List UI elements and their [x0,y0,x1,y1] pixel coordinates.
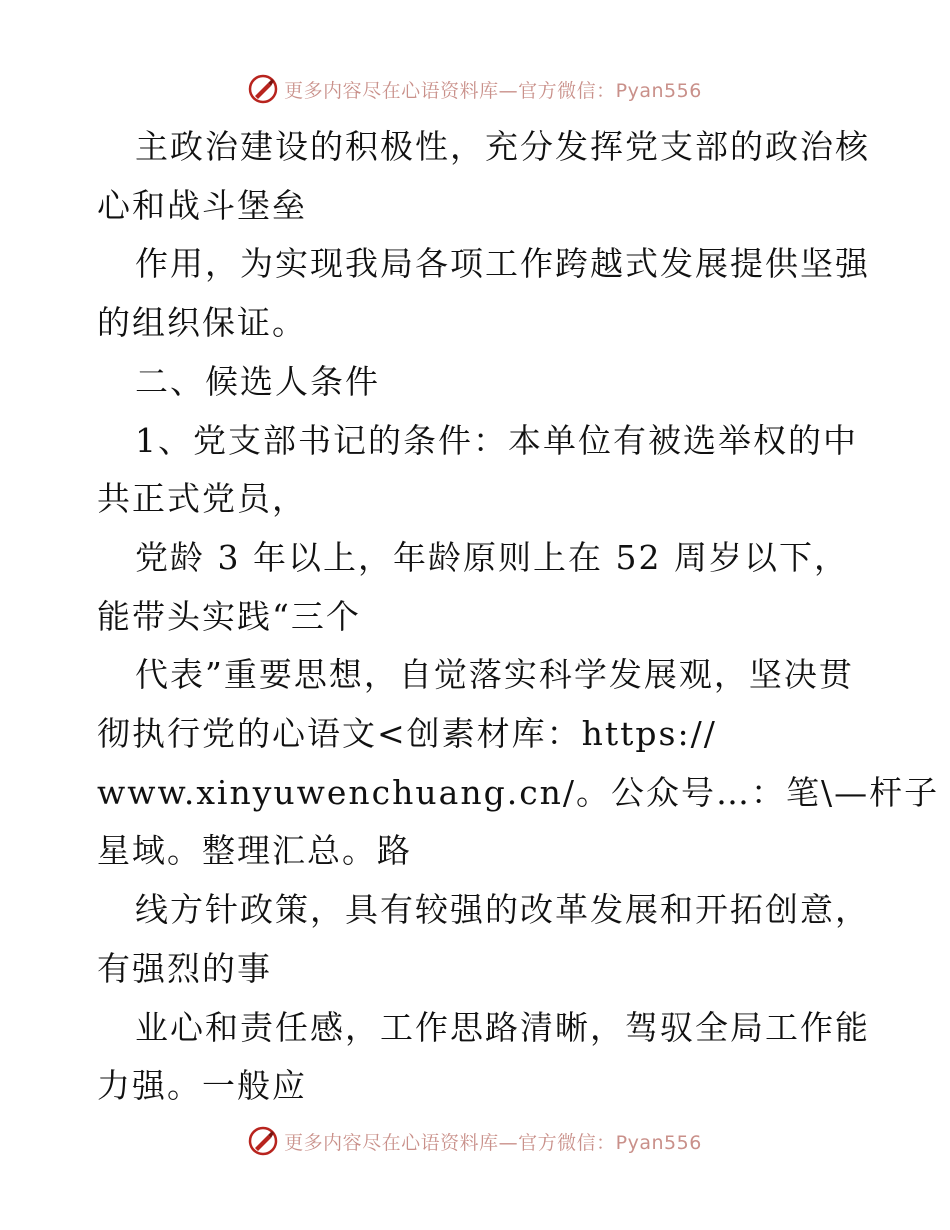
text-line: 代表”重要思想，自觉落实科学发展观，坚决贯 [135,655,854,695]
header-watermark [0,72,950,106]
paragraph [97,118,870,235]
text-line: 彻执行党的心语文<创素材库：https:// [97,714,717,754]
text-line: 力强。一般应 [97,1066,307,1106]
text-line: 星域。整理汇总。路 [97,831,412,871]
paragraph [97,646,940,881]
text-line: 共正式党员， [97,479,307,519]
text-line: 有强烈的事 [97,948,272,988]
pen-logo-icon [248,74,278,104]
text-line: 心和战斗堡垒 [97,185,307,225]
footer-watermark [0,1124,950,1158]
text-line: 作用，为实现我局各项工作跨越式发展提供坚强 [135,244,870,284]
paragraph [97,999,870,1116]
watermark-text: 更多内容尽在心语资料库—官方微信：Pyan556 [284,1131,702,1154]
document-body [97,118,940,1116]
text-line: 党龄 3 年以上，年龄原则上在 52 周岁以下， [135,537,849,577]
paragraph [97,529,857,646]
text-line: 的组织保证。 [97,303,307,343]
paragraph [97,881,870,998]
text-line: 二、候选人条件 [135,361,380,401]
section-heading [97,353,857,412]
paragraph [97,412,857,529]
text-line: 能带头实践“三个 [97,596,361,636]
text-line: 线方针政策，具有较强的改革发展和开拓创意， [135,890,870,930]
text-line: 主政治建设的积极性，充分发挥党支部的政治核 [135,127,870,166]
watermark-text: 更多内容尽在心语资料库—官方微信：Pyan556 [284,79,702,102]
paragraph [97,235,870,352]
text-line: 1、党支部书记的条件：本单位有被选举权的中 [135,420,858,460]
text-line: www.xinyuwenchuang.cn/。公众号…：笔\—杆子 [97,772,940,812]
pen-logo-icon [248,1126,278,1156]
text-line: 业心和责任感，工作思路清晰，驾驭全局工作能 [135,1007,870,1047]
